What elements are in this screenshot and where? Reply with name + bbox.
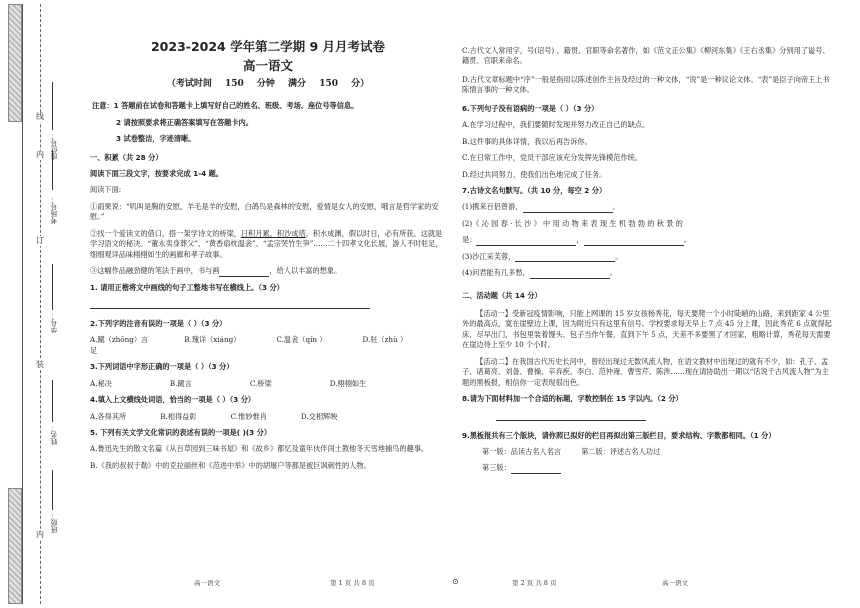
q7-item-4: (4)问君能有几多愁， 。 bbox=[462, 268, 617, 278]
q5-option-a[interactable]: A.鲁迅先生的散文名篇《从百草园到三味书屋》和《故乡》都忆及童年伙伴闰土教他冬天雪地捕鸟的趣事。 bbox=[90, 444, 429, 454]
q2-option-b[interactable]: B.瑰详（xiáng） bbox=[184, 335, 241, 345]
question-1: 1. 请用正楷将文中画线的句子工整地书写在横线上。（3 分） bbox=[90, 282, 284, 292]
q2-option-c[interactable]: C.温衾（qín ） bbox=[276, 335, 327, 345]
passage-3-end: ，给人以丰富的想象。 bbox=[269, 266, 342, 276]
left-column bbox=[90, 38, 446, 477]
section-1-heading: 一、积累（共 28 分） bbox=[90, 152, 163, 162]
cut-line bbox=[40, 4, 41, 604]
question-7: 7.古诗文名句默写。（共 10 分，每空 2 分） bbox=[462, 185, 607, 195]
field-line bbox=[52, 150, 53, 190]
exam-room-label: 考场号： bbox=[50, 196, 58, 224]
exam-title: 2023-2024 学年第二学期 9 月月考试卷 bbox=[150, 39, 386, 54]
seat-number-label: 座位号： bbox=[50, 132, 58, 160]
q3-option-a[interactable]: A.秘决 bbox=[90, 378, 112, 388]
q7-item-1-text: (1)携来百侣曾游， bbox=[462, 202, 523, 212]
binding-border bbox=[22, 4, 30, 604]
binding-char: 内 bbox=[36, 530, 44, 539]
footer-left-page: 第 1 页 共 8 页 bbox=[330, 579, 375, 587]
q3-options bbox=[90, 379, 446, 389]
q4-option-d[interactable]: D.交相辉映 bbox=[300, 411, 338, 421]
reading-label: 阅读下面: bbox=[90, 185, 122, 195]
q4-option-a[interactable]: A.各得其所 bbox=[90, 411, 127, 421]
reading-instruction: 阅读下面三段文字，按要求完成 1-4 题。 bbox=[90, 169, 223, 179]
binding-strip-top bbox=[8, 4, 22, 122]
q7-item-2b-text: 是： bbox=[462, 235, 477, 245]
board-versions bbox=[462, 447, 832, 457]
q3-option-d[interactable]: D.栩栩如生 bbox=[329, 378, 367, 388]
binding-char: 内 bbox=[36, 150, 44, 159]
q7-item-1: (1)携来百侣曾游， 。 bbox=[462, 202, 620, 212]
passage-3-start: ③这幅作品融劲健的笔法于画中，书与画 bbox=[90, 266, 220, 276]
q7-item-4-text: (4)问君能有几多愁， bbox=[462, 268, 530, 278]
answer-line-q8[interactable] bbox=[496, 411, 646, 421]
q7-blank-5[interactable] bbox=[530, 271, 610, 279]
activity-1: 【活动一】受新冠疫情影响，只能上网课的 15 岁女孩杨秀花，每天要爬一个小时陡峭的山路，来到距家 4 公里外的最高点，寞在崖壁边上课，因为附近只有这里有信号。学校要求每天早上 7 点 45 分上课，因此秀花 6 点就得起床，尽早出门，书包里装着馒头、包子当作午餐，直到下午 5 点，天差不多要黑了才回家，粗略计算，秀花每天需要在崖边待上至少 10 个小时。 bbox=[462, 309, 832, 350]
exam-subject: 高一语文 bbox=[242, 57, 293, 73]
q7-blank-1[interactable] bbox=[523, 205, 613, 213]
class-label: 班级： bbox=[50, 512, 58, 533]
q7-blank-4[interactable] bbox=[515, 254, 615, 262]
board-version-3 bbox=[462, 463, 832, 473]
question-6: 6.下列句子没有语病的一项是（ ）（3 分） bbox=[462, 103, 599, 113]
binding-char: 线 bbox=[36, 112, 44, 121]
passage-2 bbox=[90, 229, 446, 260]
passage-2-rest: 。积水成渊，假以时日，必有所获。这就是学习语文的秘决。“董永卖身葬父”、“黄香扇枕温衾”、“孟宗哭竹生笋”……二十四孝文化长展，游人不时驻足，细细观详品味栩栩如生的画廊和孝子故事。 bbox=[90, 228, 443, 259]
binding-char: 装 bbox=[36, 360, 44, 369]
center-fold-mark: ⊙ bbox=[452, 577, 459, 586]
q5-option-d[interactable]: D.古代文章标题中“序”一般是指用以陈述创作主旨及经过的一种文体，“说”是一种议论文体。“表”是臣子向帝王上书 陈情言事的一种文体。 bbox=[462, 74, 830, 95]
field-line bbox=[52, 264, 53, 310]
student-id-label: 学号： bbox=[50, 312, 58, 333]
binding-margin bbox=[0, 0, 62, 608]
right-column bbox=[462, 46, 832, 480]
field-line bbox=[52, 380, 53, 422]
question-4: 4.填入上文横线处词语，恰当的一项是（ ）（3 分） bbox=[90, 395, 256, 405]
field-line bbox=[52, 82, 53, 130]
q6-option-d[interactable]: D.经过共同努力，使我们出色地完成了任务。 bbox=[462, 169, 607, 179]
q4-option-c[interactable]: C.惟妙惟肖 bbox=[230, 411, 267, 421]
note-1: 注意：1 答题前在试卷和答题卡上填写好自己的姓名、班级、考场、座位号等信息。 bbox=[92, 101, 359, 111]
q2-options bbox=[90, 335, 446, 356]
footer-left-subject: 高一语文 bbox=[194, 579, 220, 587]
q3-option-b[interactable]: B.蹴言 bbox=[169, 378, 192, 388]
activity-2: 【活动二】在我国古代历史长河中，曾经出现过无数风流人物，在语文教材中出现过的就有不少，如：孔子、孟子、诸葛亮、刘备、曹操、辛弃疾、李白、范仲淹、曹雪芹、陈涉……现在请协助出一期以“话说千古风流人物”为主题的黑板报，相信你一定表现很出色。 bbox=[462, 356, 829, 387]
q7-item-3-text: (3)沙江采芙蓉， bbox=[462, 251, 516, 261]
section-2-heading: 二、活动题（共 14 分） bbox=[462, 290, 542, 300]
q7-item-2: (2)《 沁 园 春 · 长 沙 》 中 用 动 物 来 表 现 生 机 勃 勃 的 秋 景 的 bbox=[462, 218, 683, 228]
board-version-1: 第一版：品读古名人名言 bbox=[482, 446, 562, 456]
footer-right-page: 第 2 页 共 8 页 bbox=[512, 579, 557, 587]
q7-blank-2[interactable] bbox=[476, 238, 576, 246]
q3-option-c[interactable]: C.桥梁 bbox=[249, 378, 272, 388]
note-3: 3 试卷整洁，字迹清晰。 bbox=[116, 134, 196, 144]
exam-time-info: （考试时间 150 分钟 满分 150 分） bbox=[166, 79, 370, 90]
underlined-sentence: 日积月累，积沙成塔 bbox=[240, 228, 306, 238]
q7-blank-3[interactable] bbox=[584, 238, 684, 246]
q5-option-b[interactable]: B.《我的叔叔于勒》中的克拉丽丝和《范进中举》中的胡屠户等都是被巨讽刺性的人物。 bbox=[90, 460, 371, 470]
binding-strip-bottom bbox=[8, 488, 22, 604]
board-version-2: 第二版：评述古名人功过 bbox=[581, 446, 661, 456]
q7-item-2b: 是： ， 。 bbox=[462, 235, 691, 245]
q7-item-3: (3)沙江采芙蓉， 。 bbox=[462, 251, 623, 261]
q4-option-b[interactable]: B.相得益彰 bbox=[160, 411, 197, 421]
question-9: 9.黑板报共有三个版块，请你照已拟好的栏目再拟出第三版栏目，要求结构、字数都相同。（1 分） bbox=[462, 430, 776, 440]
passage-blank[interactable] bbox=[219, 269, 269, 277]
board-version-3-blank[interactable] bbox=[511, 466, 561, 474]
passage-1: ①雨果说：“叽叫是胸的安慰，羊毛是羊的安慰，白鸽鸟是森林的安慰，爱情是女人的安慰，哦言是哲学家的安慰。” bbox=[90, 201, 439, 222]
q2-option-a[interactable]: A.蹴（zhōng）言 bbox=[90, 335, 149, 345]
name-label: 姓名： bbox=[50, 424, 58, 445]
passage-2-start: ②找一个爱读文的借口，搭一架学诗文的桥梁， bbox=[90, 228, 241, 238]
q6-option-c[interactable]: C.在日常工作中，党员干部应该充分发挥先锋模范作统。 bbox=[462, 153, 643, 163]
footer-right-subject: 高一语文 bbox=[662, 579, 688, 587]
note-2: 2 请按照要求将正确答案填写在答题卡内。 bbox=[116, 117, 253, 127]
field-line bbox=[52, 470, 53, 510]
board-version-3-label: 第三版： bbox=[482, 463, 511, 473]
binding-char: 订 bbox=[36, 236, 44, 245]
question-2: 2.下列字的注音有误的一项是（ ）（3 分） bbox=[90, 318, 227, 328]
question-3: 3.下列词语中字形正确的一项是（ ）（3 分） bbox=[90, 362, 234, 372]
q6-option-a[interactable]: A.在学习过程中，我们要随时发现并努力改正自己的缺点。 bbox=[462, 120, 650, 130]
answer-line-q1[interactable] bbox=[90, 299, 370, 309]
question-8: 8.请为下面材料加一个合适的标题，字数控制在 15 字以内。（2 分） bbox=[462, 394, 683, 404]
q5-option-c[interactable]: C.古代文人常用字，号(诏号) 、籍贯、官职等命名著作，如《范文正公集》《柳河东集》《王右丞集》分别用了谥号、籍贯、官职来命名。 bbox=[462, 46, 830, 66]
q2-option-d[interactable]: D.驻（zhù ）足 bbox=[90, 335, 408, 355]
passage-3 bbox=[90, 266, 446, 276]
q4-options bbox=[90, 412, 446, 422]
question-5: 5. 下列有关文学文化常识的表述有误的一项是( )(3 分） bbox=[90, 428, 272, 438]
q6-option-b[interactable]: B.这件事的具体详情，我以后再告诉你。 bbox=[462, 136, 592, 146]
